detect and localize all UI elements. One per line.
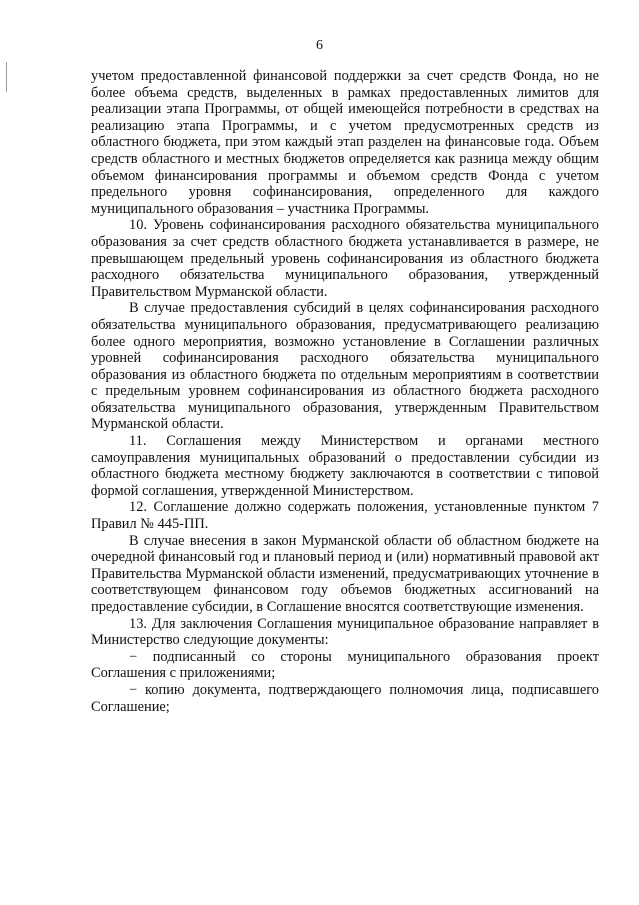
list-item-authority-copy: − копию документа, подтверждающего полномочия лица, подписавшего Соглашение; (91, 681, 599, 715)
paragraph-item-11: 11. Соглашения между Министерством и органами местного самоуправления муниципальных образований о предоставлении субсидии из областного бюджета местному бюджету заключаются в соответствии с типовой формой соглашения, утвержденной Министерством. (91, 433, 599, 499)
paragraph-item-13: 13. Для заключения Соглашения муниципальное образование направляет в Министерство следующие документы: (91, 615, 599, 649)
paragraph-item-12: 12. Соглашение должно содержать положения, установленные пунктом 7 Правил № 445-ПП. (91, 499, 599, 533)
scan-margin-mark (6, 62, 7, 92)
paragraph-item-10: 10. Уровень софинансирования расходного обязательства муниципального образования за счет средств областного бюджета устанавливается в размере, не превышающем предельный уровень софинансирования из областного бюджета расходного обязательства муниципального образования, утвержденный Правительством Мурманской области. (91, 217, 599, 300)
list-item-signed-agreement: − подписанный со стороны муниципального образования проект Соглашения с приложениями; (91, 648, 599, 682)
paragraph-law-amendment: В случае внесения в закон Мурманской области об областном бюджете на очередной финансовый год и плановый период и (или) нормативный правовой акт Правительства Мурманской области изменений, предусматривающих уточнение в соответствующем финансовом году объемов бюджетных ассигнований на предоставление субсидии, в Соглашение вносятся соответствующие изменения. (91, 532, 599, 615)
document-body (91, 68, 599, 715)
page-number: 6 (316, 38, 323, 53)
paragraph-continuation: учетом предоставленной финансовой поддержки за счет средств Фонда, но не более объема средств, выделенных в рамках предоставленных лимитов для реализации этапа Программы, от общей имеющейся потребности в средствах на реализацию этапа Программы, и с учетом предусмотренных средств из областного бюджета, при этом каждый этап разделен на финансовые года. Объем средств областного и местных бюджетов определяется как разница между общим объемом финансирования программы и объемом средств Фонда с учетом предельного уровня софинансирования, определенного для каждого муниципального образования – участника Программы. (91, 68, 599, 217)
paragraph-subsidy-case: В случае предоставления субсидий в целях софинансирования расходного обязательства муниципального образования, предусматривающего реализацию более одного мероприятия, возможно установление в Соглашении различных уровней софинансирования расходного обязательства муниципального образования из областного бюджета по отдельным мероприятиям в соответствии с предельным уровнем софинансирования из областного бюджета расходного обязательства муниципального образования, утвержденным Правительством Мурманской области. (91, 300, 599, 433)
